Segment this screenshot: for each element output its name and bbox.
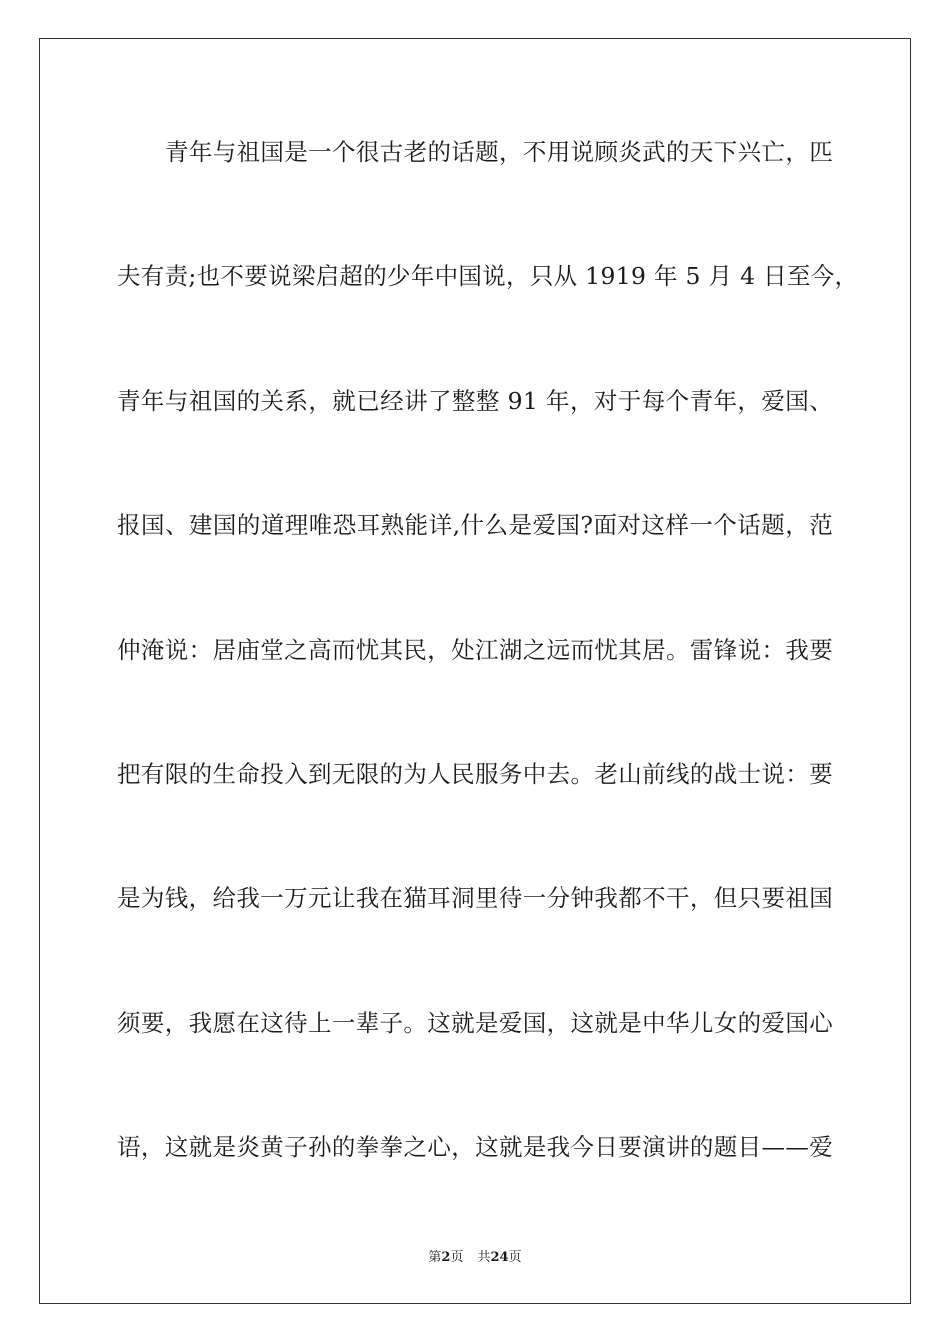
page-number	[0, 1248, 950, 1268]
total-prefix: 共	[477, 1250, 491, 1265]
text-line: 语，这就是炎黄子孙的拳拳之心，这就是我今日要演讲的题目——爱	[117, 1133, 833, 1162]
text-line: 须要，我愿在这待上一辈子。这就是爱国，这就是中华儿女的爱国心	[117, 1008, 833, 1037]
page-current: 2	[441, 1250, 451, 1265]
body-text	[117, 122, 859, 1242]
page-total: 24	[490, 1250, 509, 1265]
text-line: 报国、建国的道理唯恐耳熟能详,什么是爱国?面对这样一个话题，范	[117, 511, 833, 540]
page-suffix: 页	[450, 1250, 464, 1265]
text-line: 把有限的生命投入到无限的为人民服务中去。老山前线的战士说：要	[117, 759, 833, 788]
text-line: 仲淹说：居庙堂之高而忧其民，处江湖之远而忧其居。雷锋说：我要	[117, 635, 833, 664]
text-line: 是为钱，给我一万元让我在猫耳洞里待一分钟我都不干，但只要祖国	[117, 884, 833, 913]
text-line: 青年与祖国是一个很古老的话题，不用说顾炎武的天下兴亡，匹	[165, 138, 833, 166]
text-line: 夫有责;也不要说梁启超的少年中国说，只从 1919 年 5 月 4 日至今，	[117, 262, 859, 291]
total-suffix: 页	[508, 1250, 522, 1265]
text-line: 青年与祖国的关系，就已经讲了整整 91 年，对于每个青年，爱国、	[117, 386, 833, 415]
page-prefix: 第	[428, 1250, 442, 1265]
